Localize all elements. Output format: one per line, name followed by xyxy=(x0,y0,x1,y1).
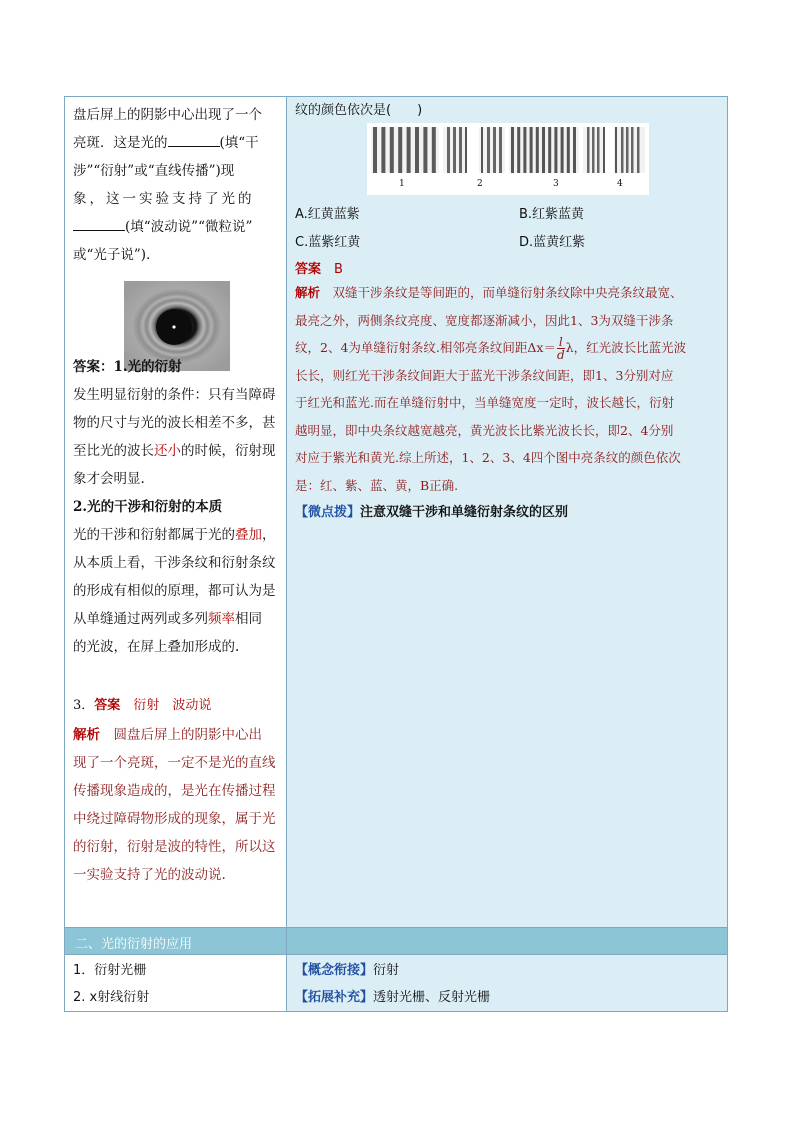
fringe-bar xyxy=(407,127,411,173)
fringe-bar xyxy=(631,127,634,173)
condition-line: 发生明显衍射的条件：只有当障碍 xyxy=(73,387,276,403)
q3-explanation xyxy=(73,721,281,889)
essence-line: 光的干涉和衍射都属于光的叠加， xyxy=(73,527,276,543)
fringe-bar xyxy=(493,127,496,173)
fringe-patterns xyxy=(367,123,649,195)
fringe-bar xyxy=(530,127,533,173)
answer-line: 答案 B xyxy=(295,262,343,277)
expl-line: 是：红、紫、蓝、黄，B正确. xyxy=(295,477,459,493)
fill-blank xyxy=(168,134,220,147)
fringe-bar xyxy=(381,127,385,173)
q3-answer-line: 3．答案 衍射 波动说 xyxy=(73,698,212,713)
question-line: 纹的颜色依次是( ) xyxy=(295,103,423,118)
item-xray-diffraction: 2. x射线衍射 xyxy=(73,990,150,1005)
fringe-bar xyxy=(423,127,427,173)
fringe-bar xyxy=(465,127,467,173)
condition-line: 物的尺寸与光的波长相差不多，甚 xyxy=(73,415,276,431)
condition-line: 至比光的波长还小的时候，衍射现 xyxy=(73,443,276,459)
fringe-bar xyxy=(597,127,600,173)
section-title: 2.光的干涉和衍射的本质 xyxy=(73,499,223,515)
content-table xyxy=(64,96,728,1012)
q3-expl-line: 一实验支持了光的波动说. xyxy=(73,867,226,883)
intro-line: 或“光子说”)． xyxy=(73,247,160,263)
expl-line: 最亮之外，两侧条纹亮度、宽度都逐渐减小，因此1、3为双缝干涉条 xyxy=(295,312,674,328)
fringe-bar xyxy=(511,127,514,173)
fringe-bar xyxy=(523,127,526,173)
fringe-bar xyxy=(481,127,483,173)
fringe-bar xyxy=(548,127,551,173)
fringe-bar xyxy=(567,127,570,173)
q3-answer xyxy=(73,693,281,719)
expl-line: 越明显，即中央条纹越宽越亮，黄光波长比紫光波长长，即2、4分别 xyxy=(295,422,674,438)
expl-line: 解析 双缝干涉条纹是等间距的，而单缝衍射条纹除中央亮条纹最宽、 xyxy=(295,285,683,300)
fringe-bar xyxy=(517,127,520,173)
fringe-bar xyxy=(592,127,595,173)
essence-line: 从单缝通过两列或多列频率相同 xyxy=(73,611,262,627)
fringe-bar xyxy=(561,127,564,173)
fringe-bar xyxy=(615,127,617,173)
option-a: A.红黄蓝紫 xyxy=(295,207,360,222)
fringe-label-2: 2 xyxy=(477,179,483,189)
fringe-bar xyxy=(542,127,545,173)
fringe-figure xyxy=(367,123,649,195)
fringe-bar xyxy=(554,127,557,173)
bottom-left-cell xyxy=(65,955,287,1011)
fringe-bar xyxy=(536,127,539,173)
concept-link: 【概念衔接】衍射 xyxy=(295,963,400,978)
q3-expl-line: 中绕过障碍物形成的现象，属于光 xyxy=(73,811,276,827)
intro-line: 盘后屏上的阴影中心出现了一个 xyxy=(73,107,262,123)
fringe-bar xyxy=(373,127,377,173)
expl-line: 长长，则红光干涉条纹间距大于蓝光干涉条纹间距，即1、3分别对应 xyxy=(295,367,674,383)
fringe-bar xyxy=(459,127,462,173)
section-band-title: 二、光的衍射的应用 xyxy=(75,937,193,952)
item-diffraction-grating: 1．衍射光栅 xyxy=(73,963,147,978)
answer-block xyxy=(73,353,281,661)
fraction-l-over-d: $\frac{l}{d}$ xyxy=(556,335,565,362)
essence-line: 从本质上看，干涉条纹和衍射条纹 xyxy=(73,555,276,571)
option-d: D.蓝黄红紫 xyxy=(519,235,586,250)
fringe-label-4: 4 xyxy=(617,179,623,189)
option-b: B.红紫蓝黄 xyxy=(519,207,585,222)
fringe-bar xyxy=(487,127,490,173)
right-column xyxy=(287,97,727,927)
fringe-bar xyxy=(453,127,456,173)
fringe-bar xyxy=(390,127,394,173)
fill-blank xyxy=(73,218,125,231)
fringe-bar xyxy=(432,127,436,173)
tip-line: 【微点拨】注意双缝干涉和单缝衍射条纹的区别 xyxy=(295,505,569,520)
expl-line: 纹，2、4为单缝衍射条纹.相邻亮条纹间距Δx＝ $\frac{l}{d}$ λ，红光波长比蓝光波 xyxy=(295,335,687,362)
fringe-panel xyxy=(371,127,439,173)
expl-line: 于红光和蓝光.而在单缝衍射中，当单缝宽度一定时，波长越长，衍射 xyxy=(295,395,674,410)
explanation xyxy=(295,279,721,527)
extension-note: 【拓展补充】透射光栅、反射光栅 xyxy=(295,990,491,1005)
fringe-bar xyxy=(415,127,419,173)
section-band xyxy=(65,927,727,955)
intro-line: 象，这一实验支持了光的 xyxy=(73,191,255,207)
fringe-bar xyxy=(447,127,450,173)
fringe-bar xyxy=(626,127,629,173)
intro-line: 亮斑．这是光的 (填“干 xyxy=(73,135,259,151)
left-column xyxy=(65,97,287,927)
fringe-bar xyxy=(499,127,502,173)
fringe-bar xyxy=(605,127,614,173)
band-divider xyxy=(286,928,287,955)
essence-line: 的光波，在屏上叠加形成的. xyxy=(73,639,240,655)
fringe-bar xyxy=(621,127,624,173)
essence-line: 的形成有相似的原理，都可认为是 xyxy=(73,583,276,599)
fringe-bar xyxy=(573,127,576,173)
intro-line: 涉”“衍射”或“直线传播”)现 xyxy=(73,163,235,179)
intro-line: (填“波动说”“微粒说” xyxy=(73,213,281,241)
q3-expl-line: 传播现象造成的，是光在传播过程 xyxy=(73,783,276,799)
fringe-bar xyxy=(603,127,605,173)
answer-line: 答案：1.光的衍射 xyxy=(73,359,182,375)
intro-paragraph xyxy=(73,101,281,269)
condition-line: 象才会明显. xyxy=(73,471,145,487)
q3-expl-line: 解析 圆盘后屏上的阴影中心出 xyxy=(73,727,262,743)
option-c: C.蓝紫红黄 xyxy=(295,235,361,250)
fringe-bar xyxy=(637,127,640,173)
fringe-bar xyxy=(467,127,479,173)
expl-line: 对应于紫光和黄光.综上所述，1、2、3、4四个图中亮条纹的颜色依次 xyxy=(295,450,681,465)
q3-expl-line: 的衍射，衍射是波的特性，所以这 xyxy=(73,839,276,855)
fringe-label-1: 1 xyxy=(399,179,405,189)
bottom-right-cell xyxy=(287,955,727,1011)
fringe-bar xyxy=(398,127,402,173)
fringe-label-3: 3 xyxy=(553,179,559,189)
q3-expl-line: 现了一个亮斑，一定不是光的直线 xyxy=(73,755,276,771)
fringe-bar xyxy=(587,127,590,173)
